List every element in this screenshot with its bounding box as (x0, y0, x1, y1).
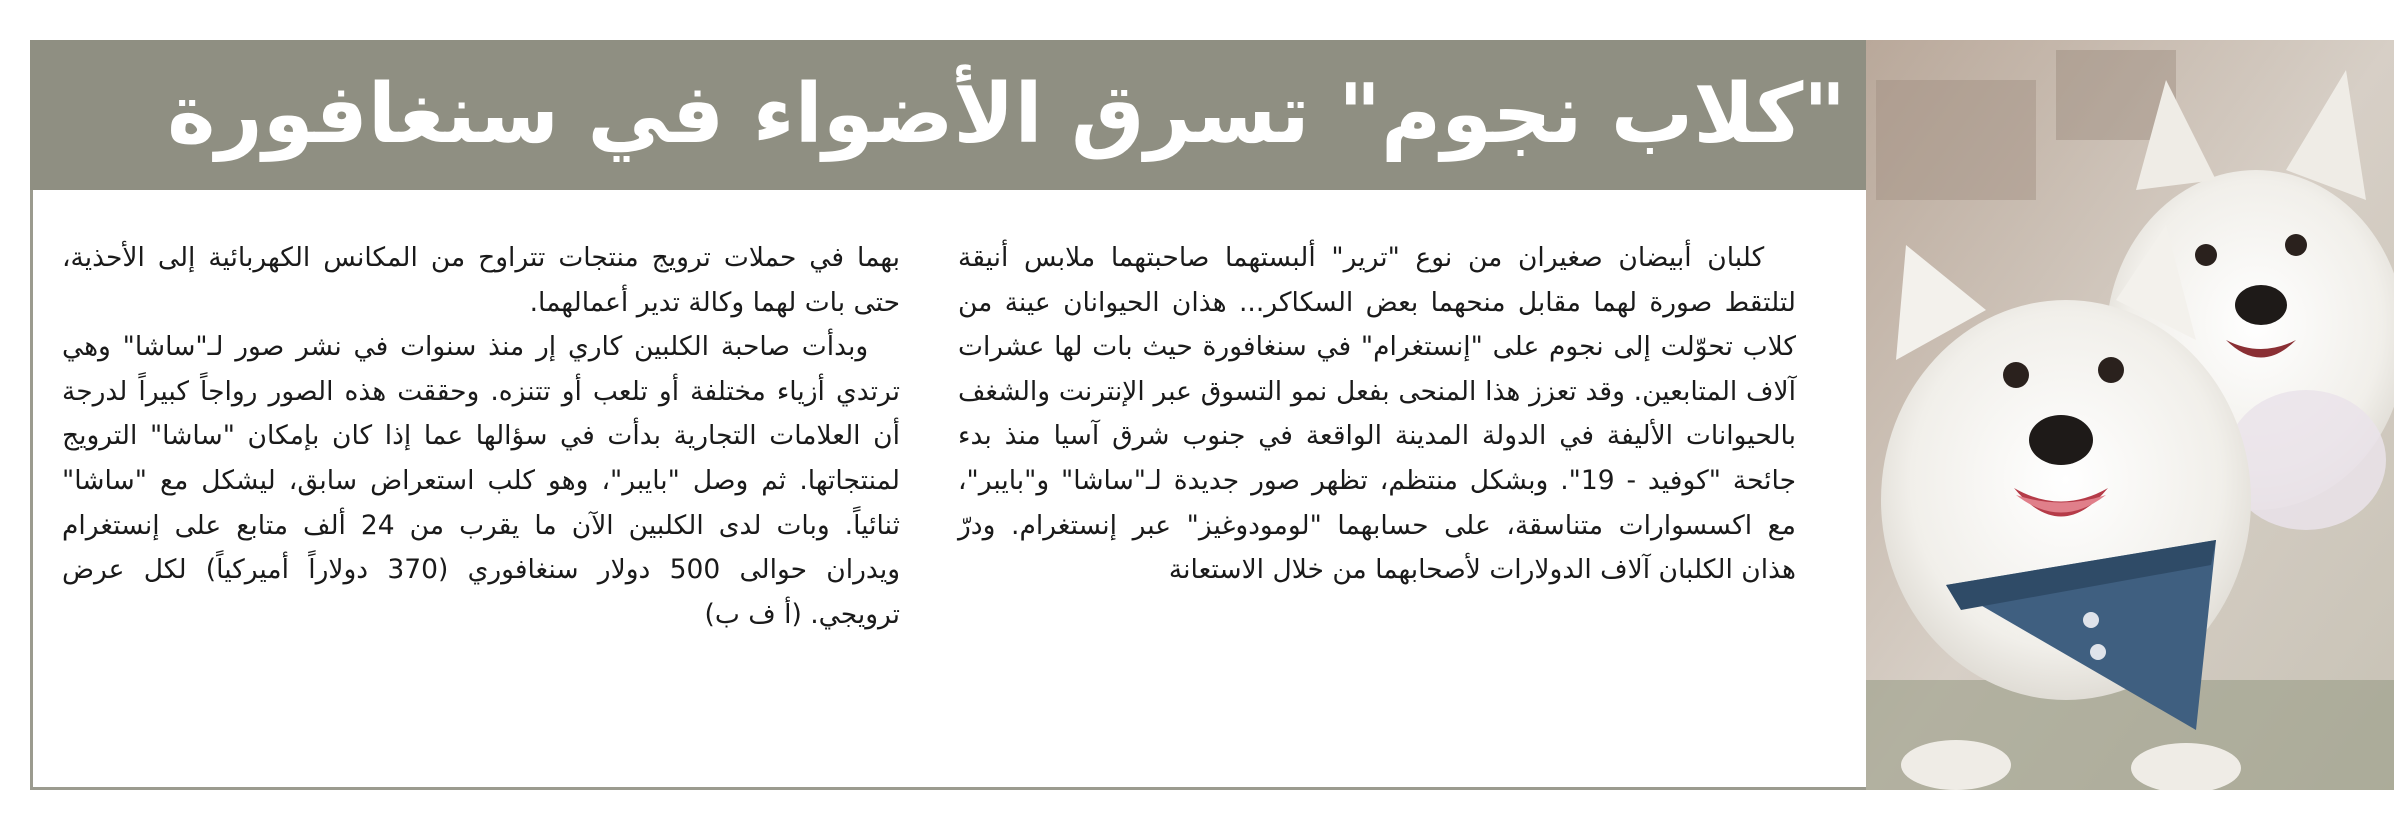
dogs-photo (1866, 40, 2394, 790)
paragraph: بهما في حملات ترويج منتجات تتراوح من المكانس الكهربائية إلى الأحذية، حتى بات لهما وكالة تدير أعمالهما. (62, 242, 900, 318)
article-headline: "كلاب نجوم" تسرق الأضواء في سنغافورة (167, 67, 1846, 162)
article-column-right (958, 236, 1796, 593)
paragraph: كلبان أبيضان صغيران من نوع "ترير" ألبستهما صاحبتهما ملابس أنيقة لتلتقط صورة لهما مقابل منحهما بعض السكاكر... هذان الحيوانان عينة من كلاب تحوّلت إلى نجوم على "إنستغرام" في سنغافورة حيث بات لها عشرات آلاف المتابعين. وقد تعزز هذا المنحى بفعل نمو التسوق عبر الإنترنت والشغف بالحيوانات الأليفة في الدولة المدينة الواقعة في جنوب شرق آسيا منذ بدء جائحة "كوفيد - 19". وبشكل منتظم، تظهر صور جديدة لـ"ساشا" و"بايبر"، مع اكسسوارات متناسقة، على حسابهما "لومودوغيز" عبر إنستغرام. ودرّ هذان الكلبان آلاف الدولارات لأصحابهما من خلال الاستعانة (958, 242, 1797, 586)
paragraph: وبدأت صاحبة الكلبين كاري إر منذ سنوات في نشر صور لـ"ساشا" وهي ترتدي أزياء مختلفة أو تلعب أو تتنزه. وحققت هذه الصور رواجاً كبيراً لدرجة أن العلامات التجارية بدأت في سؤالها عما إذا كان بإمكان "ساشا" الترويج لمنتجاتها. ثم وصل "بايبر"، وهو كلب استعراض سابق، ليشكل مع "ساشا" ثنائياً. وبات لدى الكلبين الآن ما يقرب من 24 ألف متابع على إنستغرام ويدران حوالى 500 دولار سنغافوري (370 دولاراً أميركياً) لكل عرض ترويجي. (أ ف ب) (62, 331, 901, 630)
two-white-terrier-dogs-photo-icon (1866, 40, 2394, 790)
headline-bar (30, 40, 1866, 190)
article-column-left (62, 236, 900, 637)
